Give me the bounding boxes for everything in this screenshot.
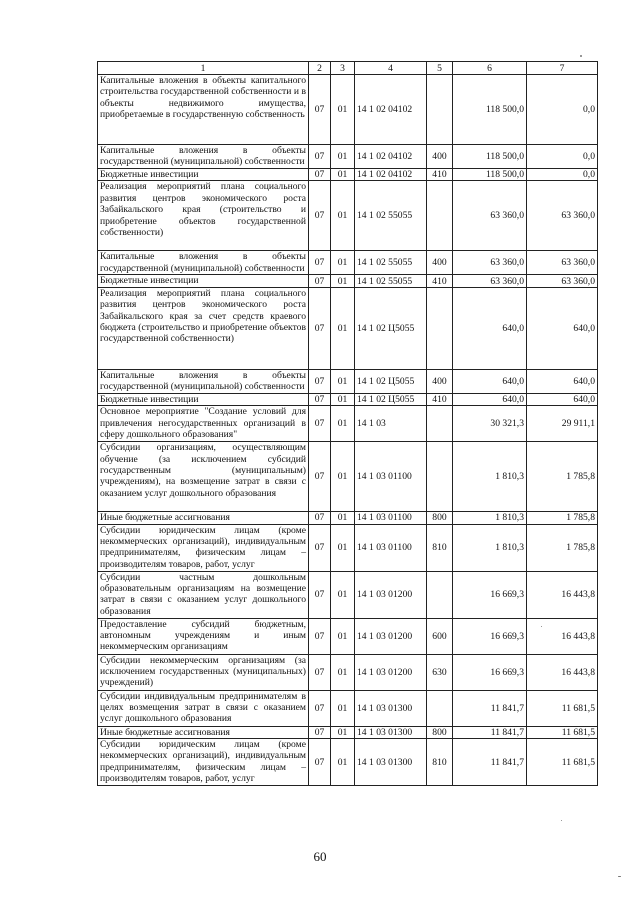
expense-type-cell: 810 [427,524,453,571]
amount-year2-cell: 63 360,0 [527,275,598,287]
section-code-cell: 07 [309,739,331,786]
amount-year1-cell: 16 669,3 [453,654,527,690]
section-code-cell: 07 [309,287,331,369]
target-article-cell: 14 1 03 01300 [355,690,427,726]
target-article-cell: 14 1 03 [355,406,427,442]
target-article-cell: 14 1 02 55055 [355,251,427,275]
table-row [98,75,598,145]
table-row [98,181,598,251]
expense-type-cell: 800 [427,726,453,738]
row-name-cell: Иные бюджетные ассигнования [98,726,309,738]
amount-year1-cell: 640,0 [453,369,527,393]
row-name-cell: Капитальные вложения в объекты государственной (муниципальной) собственности [98,369,309,393]
section-code-cell: 07 [309,571,331,618]
budget-table [97,61,598,786]
subsection-code-cell: 01 [331,618,355,654]
section-code-cell: 07 [309,654,331,690]
scan-speck [580,55,582,57]
amount-year2-cell: 11 681,5 [527,739,598,786]
row-name-cell: Основное мероприятие "Создание условий для привлечения негосударственных организаций в сферу дошкольного образования" [98,406,309,442]
scan-speck [541,626,542,627]
expense-type-cell [427,181,453,251]
section-code-cell: 07 [309,406,331,442]
target-article-cell: 14 1 02 55055 [355,181,427,251]
row-name-cell: Субсидии индивидуальным предпринимателям в целях возмещения затрат в связи с оказанием услуг дошкольного образования [98,690,309,726]
row-name-cell: Бюджетные инвестиции [98,275,309,287]
amount-year1-cell: 11 841,7 [453,690,527,726]
section-code-cell: 07 [309,75,331,145]
table-row [98,145,598,169]
expense-type-cell: 810 [427,739,453,786]
amount-year1-cell: 30 321,3 [453,406,527,442]
amount-year2-cell: 11 681,5 [527,726,598,738]
section-code-cell: 07 [309,442,331,512]
table-row [98,524,598,571]
expense-type-cell: 400 [427,369,453,393]
target-article-cell: 14 1 03 01100 [355,512,427,524]
amount-year2-cell: 63 360,0 [527,251,598,275]
amount-year2-cell: 11 681,5 [527,690,598,726]
section-code-cell: 07 [309,251,331,275]
expense-type-cell: 410 [427,169,453,181]
table-row [98,287,598,369]
amount-year2-cell: 16 443,8 [527,571,598,618]
amount-year2-cell: 640,0 [527,287,598,369]
target-article-cell: 14 1 02 04102 [355,145,427,169]
table-row [98,618,598,654]
subsection-code-cell: 01 [331,169,355,181]
section-code-cell: 07 [309,393,331,405]
expense-type-cell [427,442,453,512]
expense-type-cell: 800 [427,512,453,524]
amount-year2-cell: 63 360,0 [527,181,598,251]
row-name-cell: Субсидии организациям, осуществляющим обучение (за исключением субсидий государственным (муниципальным) учреждениям), на возмещение затрат в связи с оказанием услуг дошкольного образования [98,442,309,512]
target-article-cell: 14 1 03 01200 [355,654,427,690]
expense-type-cell: 630 [427,654,453,690]
amount-year2-cell: 1 785,8 [527,524,598,571]
subsection-code-cell: 01 [331,571,355,618]
target-article-cell: 14 1 03 01300 [355,739,427,786]
table-row [98,726,598,738]
amount-year1-cell: 118 500,0 [453,169,527,181]
subsection-code-cell: 01 [331,181,355,251]
expense-type-cell: 410 [427,275,453,287]
subsection-code-cell: 01 [331,287,355,369]
amount-year1-cell: 11 841,7 [453,726,527,738]
amount-year1-cell: 1 810,3 [453,512,527,524]
row-name-cell: Субсидии юридическим лицам (кроме некоммерческих организаций), индивидуальным предпринимателям, физическим лицам – производителям товаров, работ, услуг [98,524,309,571]
header-cell: 3 [331,62,355,75]
amount-year2-cell: 16 443,8 [527,654,598,690]
row-name-cell: Капитальные вложения в объекты государственной (муниципальной) собственности [98,145,309,169]
page-number: 60 [313,849,327,864]
amount-year1-cell: 63 360,0 [453,251,527,275]
subsection-code-cell: 01 [331,275,355,287]
row-name-cell: Иные бюджетные ассигнования [98,512,309,524]
amount-year1-cell: 16 669,3 [453,571,527,618]
expense-type-cell: 400 [427,251,453,275]
subsection-code-cell: 01 [331,393,355,405]
target-article-cell: 14 1 03 01100 [355,442,427,512]
table-row [98,571,598,618]
table-row [98,512,598,524]
target-article-cell: 14 1 02 Ц5055 [355,393,427,405]
row-name-cell: Предоставление субсидий бюджетным, автономным учреждениям и иным некоммерческим организациям [98,618,309,654]
subsection-code-cell: 01 [331,251,355,275]
section-code-cell: 07 [309,726,331,738]
subsection-code-cell: 01 [331,524,355,571]
row-name-cell: Капитальные вложения в объекты капитального строительства государственной собственности и в объекты недвижимого имущества, приобретаемые в государственную собственность [98,75,309,145]
amount-year1-cell: 118 500,0 [453,145,527,169]
subsection-code-cell: 01 [331,75,355,145]
amount-year1-cell: 640,0 [453,287,527,369]
amount-year2-cell: 640,0 [527,369,598,393]
target-article-cell: 14 1 02 04102 [355,169,427,181]
header-row [98,62,598,75]
amount-year1-cell: 118 500,0 [453,75,527,145]
expense-type-cell [427,406,453,442]
table-row [98,369,598,393]
expense-type-cell: 410 [427,393,453,405]
row-name-cell: Бюджетные инвестиции [98,169,309,181]
target-article-cell: 14 1 02 55055 [355,275,427,287]
section-code-cell: 07 [309,690,331,726]
amount-year1-cell: 16 669,3 [453,618,527,654]
amount-year1-cell: 1 810,3 [453,524,527,571]
row-name-cell: Субсидии юридическим лицам (кроме некоммерческих организаций), индивидуальным предпринимателям, физическим лицам – производителям товаров, работ, услуг [98,739,309,786]
table-row [98,654,598,690]
amount-year2-cell: 29 911,1 [527,406,598,442]
subsection-code-cell: 01 [331,442,355,512]
section-code-cell: 07 [309,169,331,181]
section-code-cell: 07 [309,145,331,169]
row-name-cell: Бюджетные инвестиции [98,393,309,405]
amount-year2-cell: 0,0 [527,75,598,145]
target-article-cell: 14 1 03 01100 [355,524,427,571]
expense-type-cell: 600 [427,618,453,654]
target-article-cell: 14 1 03 01200 [355,571,427,618]
section-code-cell: 07 [309,618,331,654]
amount-year1-cell: 63 360,0 [453,275,527,287]
table-row [98,251,598,275]
table-row [98,406,598,442]
subsection-code-cell: 01 [331,690,355,726]
amount-year1-cell: 640,0 [453,393,527,405]
scan-speck [561,820,562,821]
section-code-cell: 07 [309,512,331,524]
header-cell: 2 [309,62,331,75]
table-row [98,169,598,181]
subsection-code-cell: 01 [331,739,355,786]
section-code-cell: 07 [309,275,331,287]
section-code-cell: 07 [309,181,331,251]
expense-type-cell: 400 [427,145,453,169]
row-name-cell: Субсидии некоммерческим организациям (за исключением государственных (муниципальных) учреждений) [98,654,309,690]
target-article-cell: 14 1 03 01300 [355,726,427,738]
expense-type-cell [427,75,453,145]
amount-year1-cell: 63 360,0 [453,181,527,251]
amount-year2-cell: 1 785,8 [527,512,598,524]
table-row [98,275,598,287]
expense-type-cell [427,287,453,369]
amount-year2-cell: 0,0 [527,169,598,181]
row-name-cell: Субсидии частным дошкольным образовательным организациям на возмещение затрат в связи с оказанием услуг дошкольного образования [98,571,309,618]
row-name-cell: Капитальные вложения в объекты государственной (муниципальной) собственности [98,251,309,275]
header-cell: 1 [98,62,309,75]
amount-year1-cell: 11 841,7 [453,739,527,786]
header-cell: 7 [527,62,598,75]
target-article-cell: 14 1 02 Ц5055 [355,287,427,369]
table-row [98,393,598,405]
expense-type-cell [427,571,453,618]
amount-year2-cell: 16 443,8 [527,618,598,654]
expense-type-cell [427,690,453,726]
subsection-code-cell: 01 [331,654,355,690]
subsection-code-cell: 01 [331,369,355,393]
subsection-code-cell: 01 [331,406,355,442]
subsection-code-cell: 01 [331,512,355,524]
header-cell: 6 [453,62,527,75]
row-name-cell: Реализация мероприятий плана социального развития центров экономического роста Забайкальского края (строительство и приобретение объектов государственной собственности) [98,181,309,251]
amount-year2-cell: 640,0 [527,393,598,405]
amount-year2-cell: 1 785,8 [527,442,598,512]
subsection-code-cell: 01 [331,726,355,738]
amount-year1-cell: 1 810,3 [453,442,527,512]
section-code-cell: 07 [309,524,331,571]
table-row [98,690,598,726]
table-row [98,442,598,512]
row-name-cell: Реализация мероприятий плана социального развития центров экономического роста Забайкальского края за счет средств краевого бюджета (строительство и приобретение объектов государственной собственности) [98,287,309,369]
section-code-cell: 07 [309,369,331,393]
target-article-cell: 14 1 02 Ц5055 [355,369,427,393]
target-article-cell: 14 1 02 04102 [355,75,427,145]
header-cell: 4 [355,62,427,75]
scan-speck [618,876,621,877]
subsection-code-cell: 01 [331,145,355,169]
header-cell: 5 [427,62,453,75]
amount-year2-cell: 0,0 [527,145,598,169]
table-row [98,739,598,786]
target-article-cell: 14 1 03 01200 [355,618,427,654]
